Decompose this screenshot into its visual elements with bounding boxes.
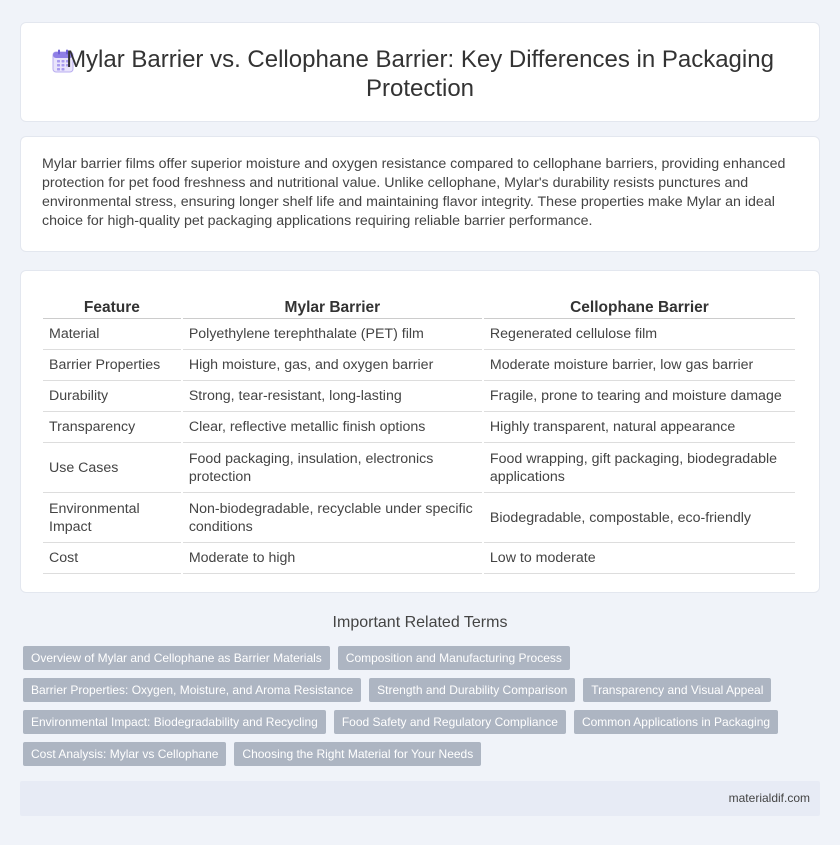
comparison-table	[41, 299, 797, 574]
row-feature-cell: Use Cases	[43, 443, 181, 493]
row-mylar-cell: Food packaging, insulation, electronics protection	[183, 443, 482, 493]
row-cellophane-cell: Fragile, prone to tearing and moisture damage	[484, 381, 795, 412]
related-term-tag[interactable]: Overview of Mylar and Cellophane as Barrier Materials	[23, 646, 330, 670]
comparison-table-card	[20, 270, 820, 593]
row-feature-cell: Environmental Impact	[43, 493, 181, 543]
row-feature-cell: Material	[43, 319, 181, 350]
footer-site-link[interactable]: materialdif.com	[728, 791, 810, 805]
row-mylar-cell: Polyethylene terephthalate (PET) film	[183, 319, 482, 350]
tag-row	[23, 678, 813, 702]
row-cellophane-cell: Moderate moisture barrier, low gas barrier	[484, 350, 795, 381]
related-term-tag[interactable]: Transparency and Visual Appeal	[583, 678, 771, 702]
table-row	[43, 412, 795, 443]
tag-row	[23, 742, 813, 766]
row-mylar-cell: High moisture, gas, and oxygen barrier	[183, 350, 482, 381]
row-feature-cell: Cost	[43, 543, 181, 574]
related-term-tag[interactable]: Strength and Durability Comparison	[369, 678, 575, 702]
table-row	[43, 443, 795, 493]
footer-bar	[20, 781, 820, 816]
row-cellophane-cell: Regenerated cellulose film	[484, 319, 795, 350]
page-title: Mylar Barrier vs. Cellophane Barrier: Key Differences in Packaging Protection	[66, 46, 774, 102]
table-row	[43, 543, 795, 574]
row-cellophane-cell: Highly transparent, natural appearance	[484, 412, 795, 443]
table-header-row	[43, 299, 795, 319]
related-term-tag[interactable]: Environmental Impact: Biodegradability and Recycling	[23, 710, 326, 734]
row-feature-cell: Durability	[43, 381, 181, 412]
table-row	[43, 319, 795, 350]
related-terms-heading: Important Related Terms	[332, 614, 508, 631]
tag-row	[23, 646, 813, 670]
related-term-tag[interactable]: Composition and Manufacturing Process	[338, 646, 570, 670]
row-feature-cell: Barrier Properties	[43, 350, 181, 381]
related-term-tag[interactable]: Cost Analysis: Mylar vs Cellophane	[23, 742, 226, 766]
table-row	[43, 381, 795, 412]
related-term-tag[interactable]: Common Applications in Packaging	[574, 710, 778, 734]
tag-row	[23, 710, 813, 734]
row-cellophane-cell: Food wrapping, gift packaging, biodegradable applications	[484, 443, 795, 493]
table-row	[43, 493, 795, 543]
intro-card	[20, 136, 820, 252]
row-mylar-cell: Moderate to high	[183, 543, 482, 574]
row-cellophane-cell: Biodegradable, compostable, eco-friendly	[484, 493, 795, 543]
related-term-tag[interactable]: Barrier Properties: Oxygen, Moisture, and Aroma Resistance	[23, 678, 361, 702]
row-mylar-cell: Strong, tear-resistant, long-lasting	[183, 381, 482, 412]
intro-paragraph: Mylar barrier films offer superior moisture and oxygen resistance compared to cellophane barriers, providing enhanced protection for pet food freshness and nutritional value. Unlike cellophane, Mylar's durability resists punctures and environmental stress, ensuring longer shelf life and maintaining flavor integrity. These properties make Mylar an ideal choice for high-quality pet packaging applications requiring reliable barrier performance.	[42, 156, 786, 229]
column-header-feature: Feature	[43, 299, 181, 319]
row-mylar-cell: Clear, reflective metallic finish options	[183, 412, 482, 443]
column-header-mylar: Mylar Barrier	[183, 299, 482, 319]
table-row	[43, 350, 795, 381]
related-term-tag[interactable]: Choosing the Right Material for Your Needs	[234, 742, 481, 766]
column-header-cellophane: Cellophane Barrier	[484, 299, 795, 319]
header-card	[20, 22, 820, 122]
row-cellophane-cell: Low to moderate	[484, 543, 795, 574]
related-terms-tags	[23, 646, 813, 774]
row-mylar-cell: Non-biodegradable, recyclable under specific conditions	[183, 493, 482, 543]
row-feature-cell: Transparency	[43, 412, 181, 443]
related-term-tag[interactable]: Food Safety and Regulatory Compliance	[334, 710, 566, 734]
